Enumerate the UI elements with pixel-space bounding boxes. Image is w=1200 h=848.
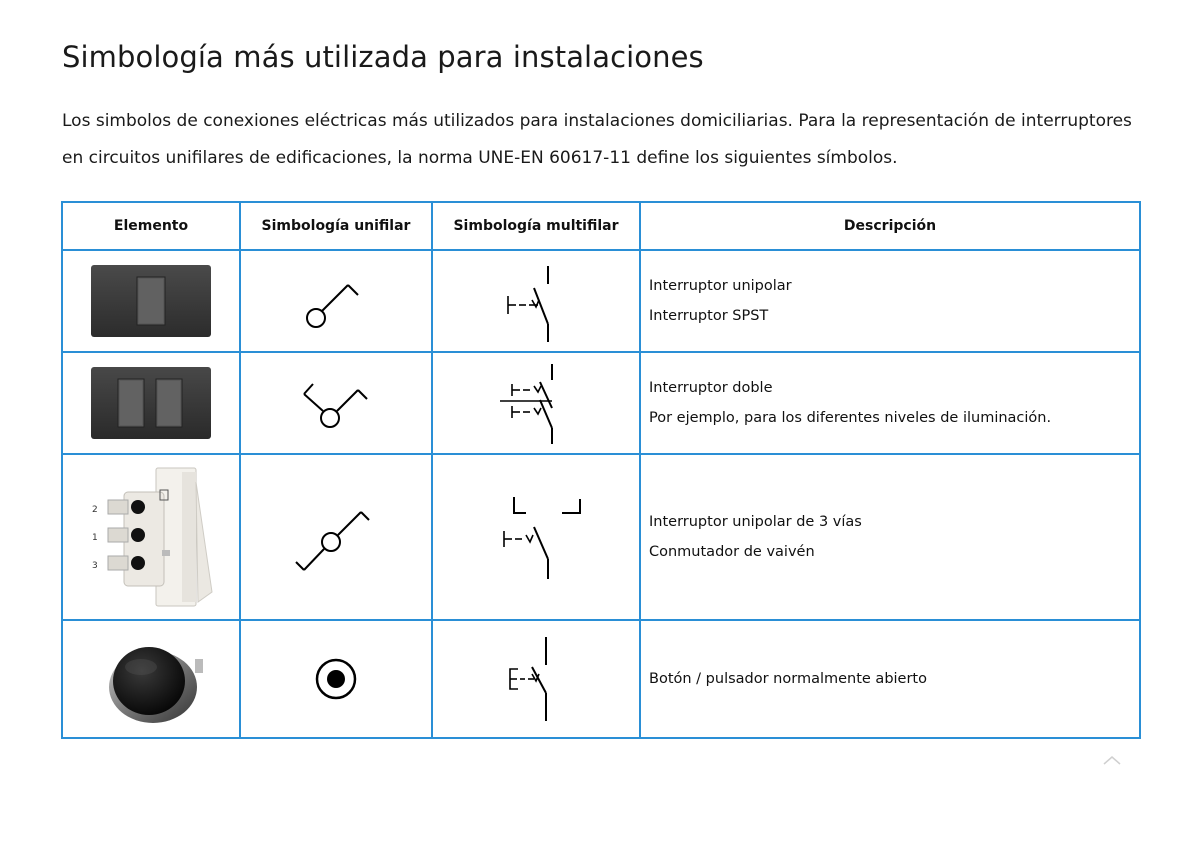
double-switch-multifilar-symbol <box>496 358 576 448</box>
description-line: Por ejemplo, para los diferentes niveles de iluminación. <box>649 410 1052 426</box>
three-way-switch-unifilar-symbol <box>291 492 381 582</box>
description-line: Interruptor unipolar <box>649 278 792 294</box>
push-button-photo <box>91 631 211 727</box>
header-simbologia-multifilar: Simbología multifilar <box>432 202 640 250</box>
description-line: Interruptor SPST <box>649 308 769 324</box>
single-light-switch-photo <box>90 264 212 338</box>
table-row <box>62 454 1140 620</box>
terminal-label: 3 <box>92 561 98 571</box>
three-way-switch-multifilar-symbol <box>486 487 586 587</box>
chevron-up-icon[interactable] <box>1102 754 1122 766</box>
description-cell <box>640 250 1140 352</box>
unifilar-cell <box>240 454 432 620</box>
element-cell <box>62 454 240 620</box>
double-switch-unifilar-symbol <box>296 368 376 438</box>
description-line: Interruptor unipolar de 3 vías <box>649 514 862 530</box>
description-line: Interruptor doble <box>649 380 773 396</box>
description-cell <box>640 620 1140 738</box>
table-row <box>62 352 1140 454</box>
table-header-row <box>62 202 1140 250</box>
header-elemento: Elemento <box>62 202 240 250</box>
terminal-label: 2 <box>92 505 98 515</box>
multifilar-cell <box>432 352 640 454</box>
description-line: Conmutador de vaivén <box>649 544 815 560</box>
description-line: Botón / pulsador normalmente abierto <box>649 671 927 687</box>
header-simbologia-unifilar: Simbología unifilar <box>240 202 432 250</box>
multifilar-cell <box>432 250 640 352</box>
unifilar-cell <box>240 250 432 352</box>
unifilar-cell <box>240 352 432 454</box>
unifilar-cell <box>240 620 432 738</box>
page-title: Simbología más utilizada para instalaciones <box>62 40 704 74</box>
terminal-label: 1 <box>92 533 98 543</box>
push-button-unifilar-symbol <box>306 649 366 709</box>
header-descripcion: Descripción <box>640 202 1140 250</box>
three-way-switch-module-photo <box>86 462 216 612</box>
single-switch-multifilar-symbol <box>496 256 576 346</box>
element-cell <box>62 352 240 454</box>
multifilar-cell <box>432 454 640 620</box>
symbols-table <box>61 201 1141 739</box>
multifilar-cell <box>432 620 640 738</box>
single-switch-unifilar-symbol <box>296 266 376 336</box>
description-cell <box>640 352 1140 454</box>
table-row <box>62 620 1140 738</box>
element-cell <box>62 620 240 738</box>
double-light-switch-photo <box>90 366 212 440</box>
intro-paragraph: Los simbolos de conexiones eléctricas más utilizados para instalaciones domiciliarias. Para la representación de interruptores en circuitos unifilares de edificaciones, la norma UNE-EN 60617-11 define los siguientes símbolos. <box>62 111 1132 168</box>
description-cell <box>640 454 1140 620</box>
push-button-multifilar-symbol <box>496 631 576 727</box>
table-row <box>62 250 1140 352</box>
element-cell <box>62 250 240 352</box>
